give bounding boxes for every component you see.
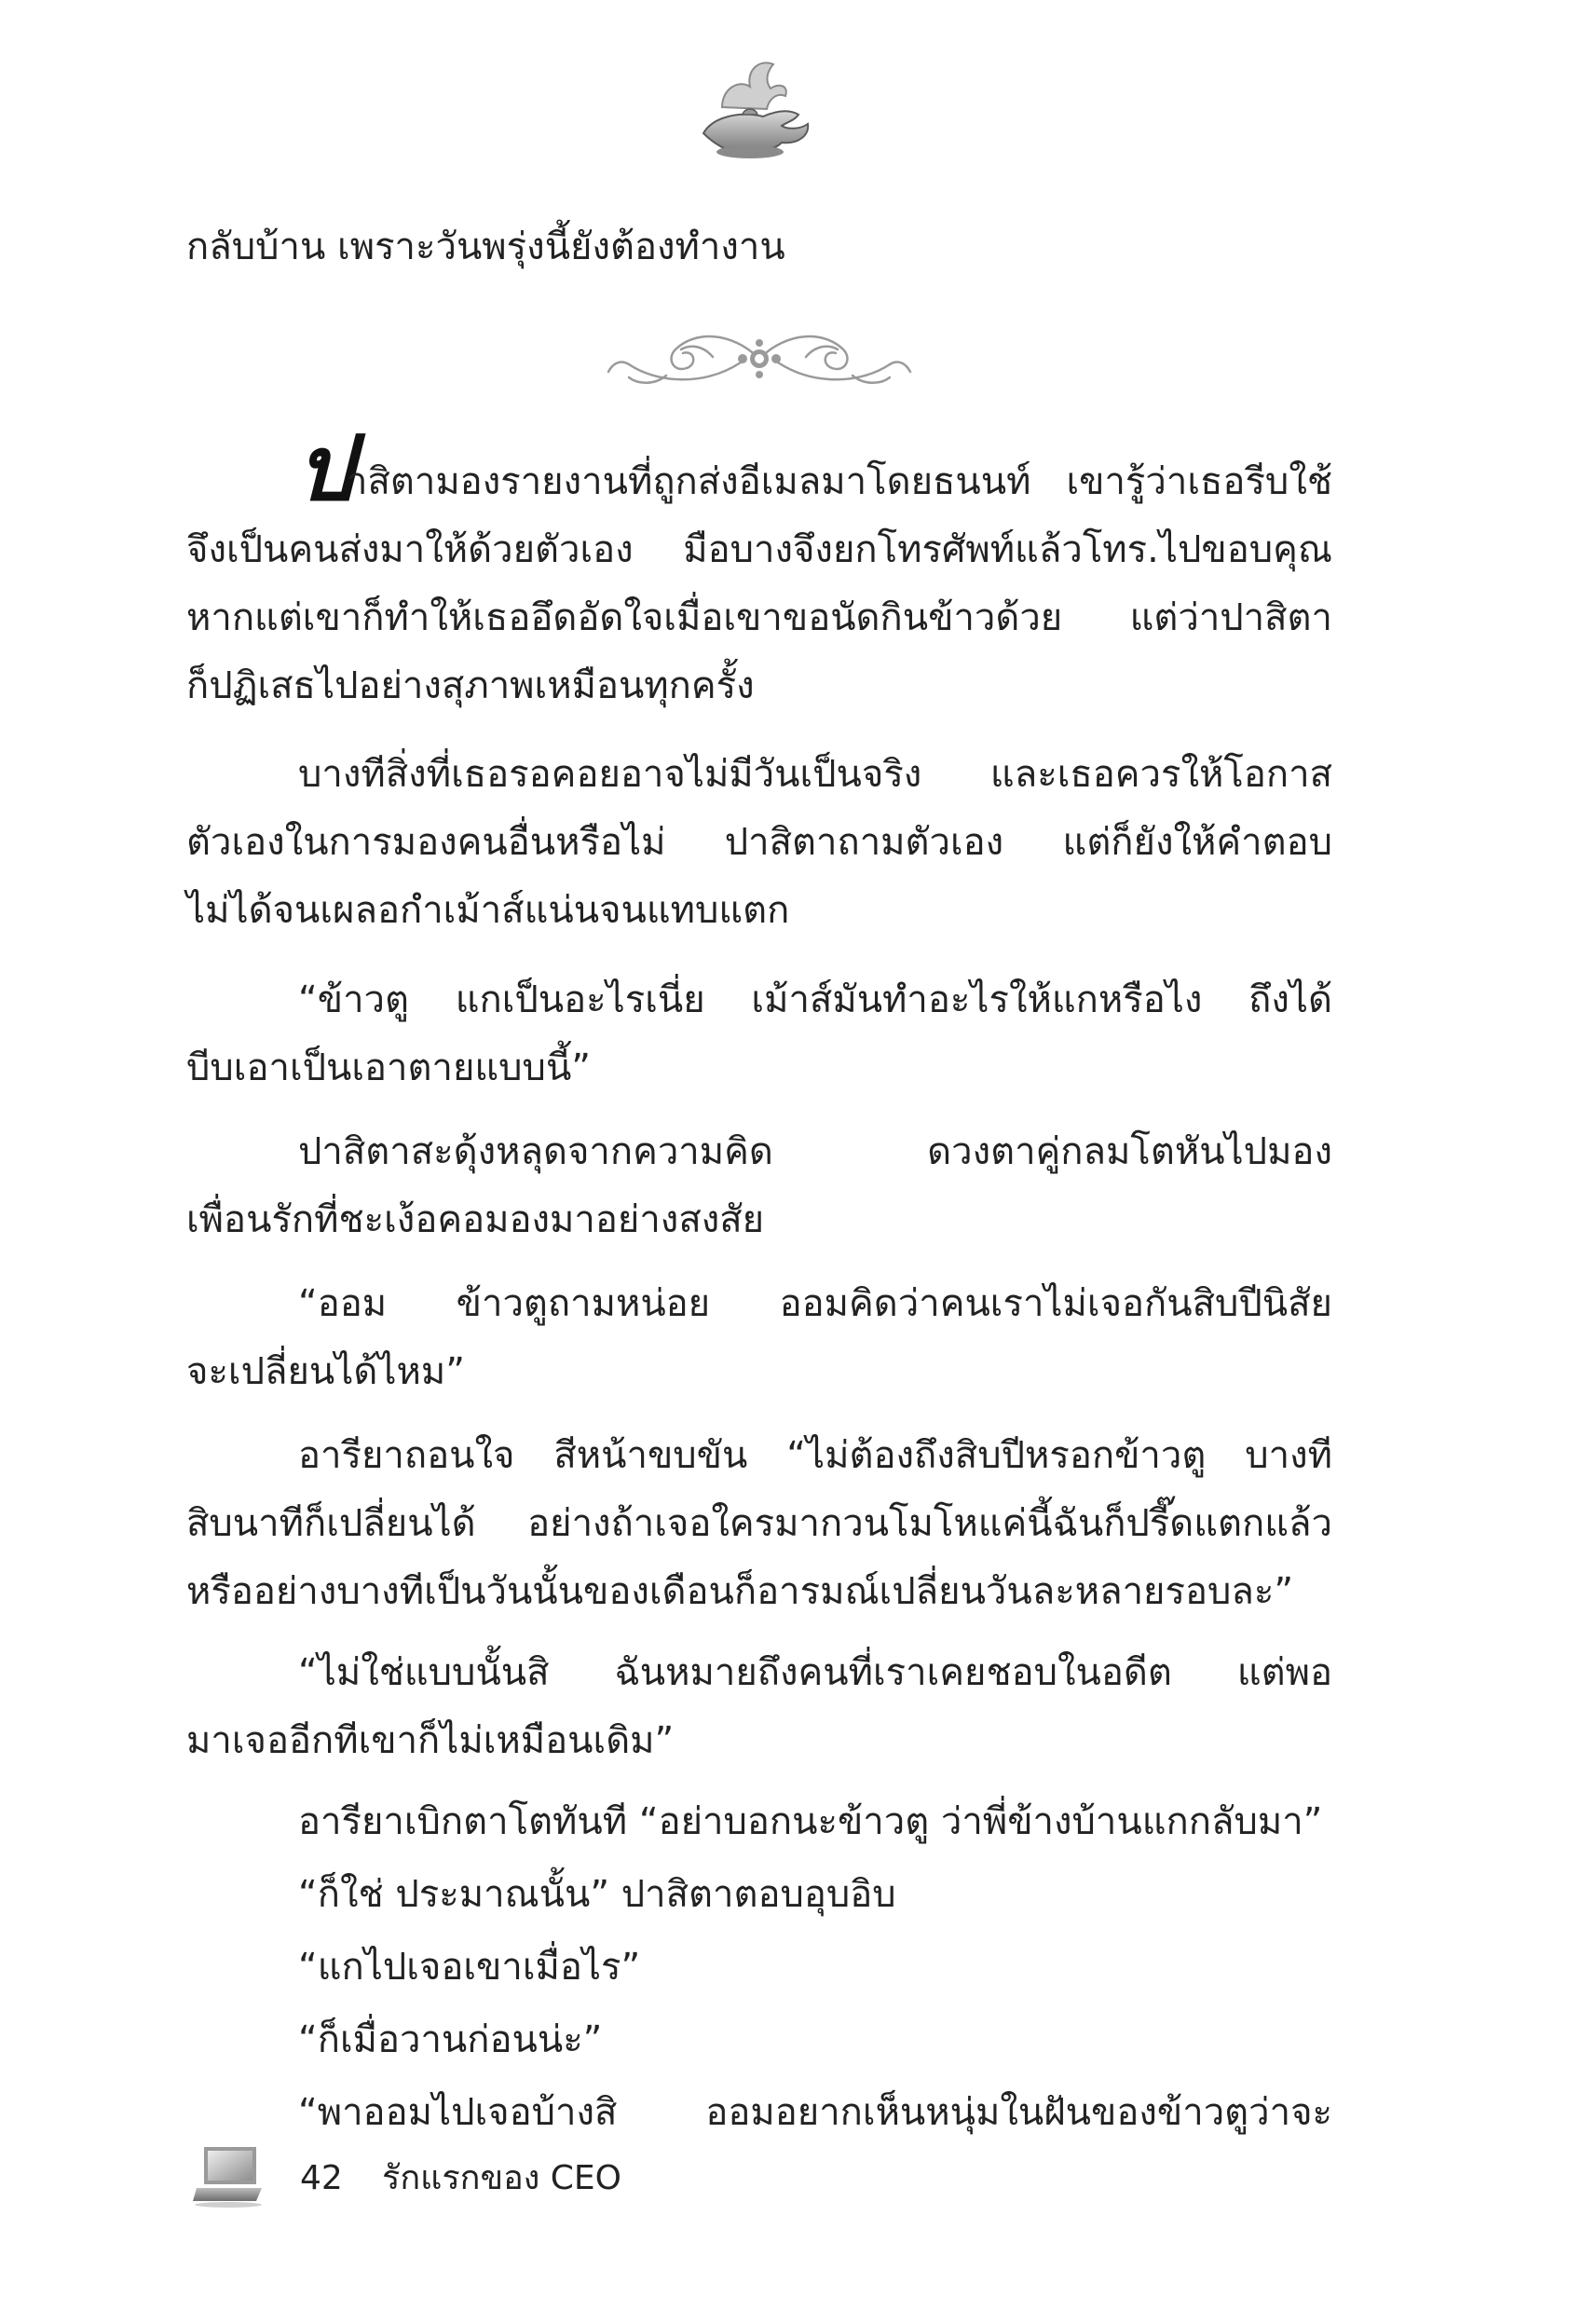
book-title: รักแรกของ CEO [382,2159,621,2197]
paragraph-line: กลับบ้าน เพราะวันพรุ่งนี้ยังต้องทำงาน [186,226,785,268]
paragraph-line: หรืออย่างบางทีเป็นวันนั้นของเดือนก็อารมณ์เปลี่ยนวันละหลายรอบละ” [186,1570,1294,1613]
paragraph-line: สิบนาทีก็เปลี่ยนได้ อย่างถ้าเจอใครมากวนโมโหแค่นี้ฉันก็ปรี๊ดแตกแล้ว [186,1502,1332,1545]
paragraph-line: “ก็เมื่อวานก่อนน่ะ” [298,2018,603,2061]
ornamental-scroll-divider [601,321,918,396]
paragraph-line: ปาสิตาสะดุ้งหลุดจากความคิด ดวงตาคู่กลมโตหันไปมอง [298,1130,1332,1173]
paragraph-line: “พาออมไปเจอบ้างสิ ออมอยากเห็นหนุ่มในฝันของข้าวตูว่าจะ [298,2091,1332,2134]
paragraph-line: ตัวเองในการมองคนอื่นหรือไม่ ปาสิตาถามตัวเอง แต่ก็ยังให้คำตอบ [186,821,1332,864]
paragraph-line: ไม่ได้จนเผลอกำเม้าส์แน่นจนแทบแตก [186,889,790,932]
paragraph-line: “ข้าวตู แกเป็นอะไรเนี่ย เม้าส์มันทำอะไรให้แกหรือไง ถึงได้ [298,978,1332,1021]
paragraph-line: บางทีสิ่งที่เธอรอคอยอาจไม่มีวันเป็นจริง และเธอควรให้โอกาส [298,753,1332,796]
genie-lamp-icon [685,51,825,163]
paragraph-line: าสิตามองรายงานที่ถูกส่งอีเมลมาโดยธนนท์ เขารู้ว่าเธอรีบใช้ [347,460,1332,503]
laptop-icon [191,2143,266,2208]
paragraph-line: เพื่อนรักที่ชะเง้อคอมองมาอย่างสงสัย [186,1198,765,1241]
paragraph-line: หากแต่เขาก็ทำให้เธออึดอัดใจเมื่อเขาขอนัดกินข้าวด้วย แต่ว่าปาสิตา [186,596,1332,639]
paragraph-line: “ไม่ใช่แบบนั้นสิ ฉันหมายถึงคนที่เราเคยชอบในอดีต แต่พอ [298,1651,1332,1694]
paragraph-line: ก็ปฏิเสธไปอย่างสุภาพเหมือนทุกครั้ง [186,664,755,707]
drop-cap: ป [296,416,353,521]
paragraph-line: จึงเป็นคนส่งมาให้ด้วยตัวเอง มือบางจึงยกโทรศัพท์แล้วโทร.ไปขอบคุณ [186,528,1332,571]
paragraph-line: “ก็ใช่ ประมาณนั้น” ปาสิตาตอบอุบอิบ [298,1873,896,1916]
paragraph-line: จะเปลี่ยนได้ไหม” [186,1350,465,1393]
paragraph-line: “แกไปเจอเขาเมื่อไร” [298,1946,641,1989]
paragraph-line: อารียาเบิกตาโตทันที “อย่าบอกนะข้าวตู ว่าพี่ข้างบ้านแกกลับมา” [298,1800,1323,1843]
page-number: 42 [300,2159,343,2197]
paragraph-line: บีบเอาเป็นเอาตายแบบนี้” [186,1046,592,1089]
paragraph-line: “ออม ข้าวตูถามหน่อย ออมคิดว่าคนเราไม่เจอกันสิบปีนิสัย [298,1282,1332,1325]
paragraph-line: มาเจออีกทีเขาก็ไม่เหมือนเดิม” [186,1719,675,1762]
paragraph-line: อารียาถอนใจ สีหน้าขบขัน “ไม่ต้องถึงสิบปีหรอกข้าวตู บางที [298,1434,1332,1477]
